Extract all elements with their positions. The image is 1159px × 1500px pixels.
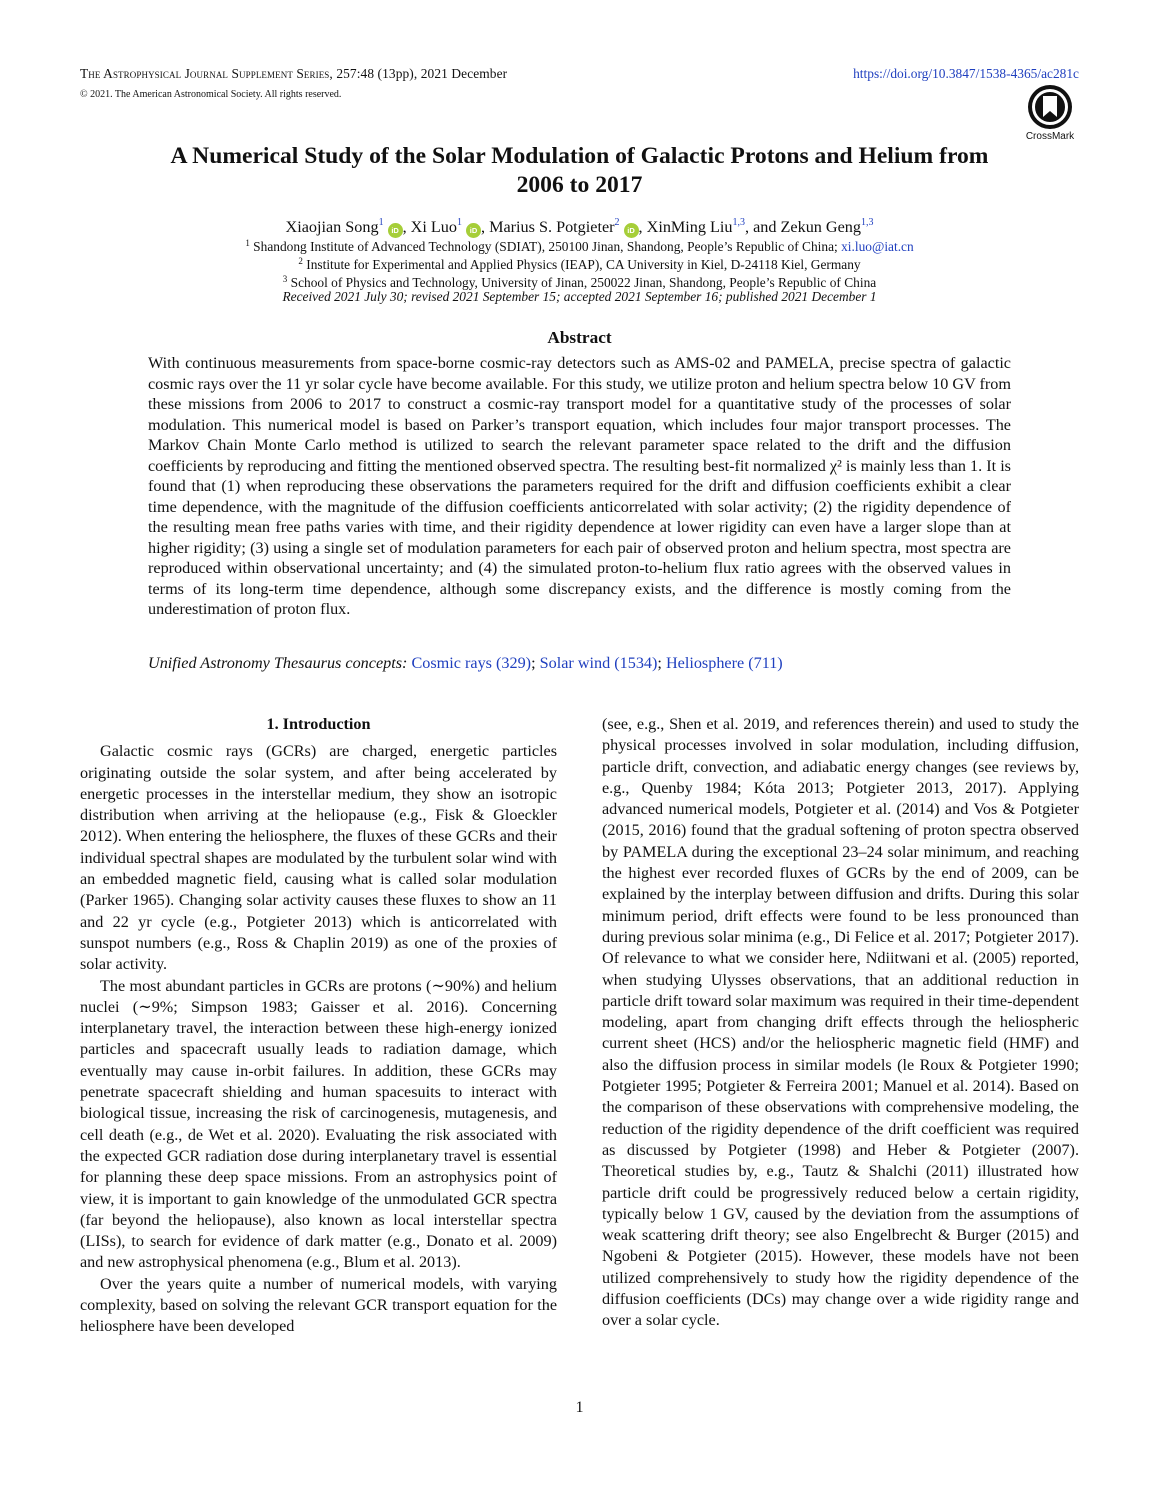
affiliation	[80, 253, 1079, 273]
author-affiliation-ref[interactable]: 1	[456, 217, 462, 228]
author-name: Zekun Geng	[780, 218, 861, 236]
crossmark-icon	[1027, 84, 1073, 130]
affiliation-number: 1	[245, 238, 250, 248]
abstract-text: With continuous measurements from space-borne cosmic-ray detectors such as AMS-02 and PAMELA, precise spectra of galactic cosmic rays over the 11 yr solar cycle have become available. For this study, we utilize proton and helium spectra below 10 GV from these missions from 2006 to 2017 to construct a cosmic-ray transport model for a quantitative study of the processes of solar modulation. This numerical model is based on Parker’s transport equation, which includes four major transport processes. The Markov Chain Monte Carlo method is utilized to search the relevant parameter space related to the drift and the diffusion coefficients by reproducing and fitting the mentioned observed spectra. The resulting best-fit normalized χ² is mainly less than 1. It is found that (1) when reproducing these observations the parameters required for the drift and diffusion coefficients exhibit a clear time dependence, with the magnitude of the diffusion coefficients anticorrelated with solar activity; (2) the rigidity dependence of the resulting mean free paths varies with time, and their rigidity dependence at lower rigidity can even have a larger slope than at higher rigidity; (3) using a single set of modulation parameters for each pair of observed proton and helium spectra, most spectra are reproduced within observational uncertainty; and (4) the simulated proton-to-helium flux ratio agrees with the observed values in terms of its long-term time dependence, although some discrepancy exists, and the difference is mostly coming from the underestimation of proton flux.	[148, 354, 1011, 618]
orcid-icon[interactable]: iD	[624, 223, 639, 238]
affiliation-number: 2	[298, 256, 303, 266]
email-link[interactable]: xi.luo@iat.cn	[841, 239, 914, 254]
author-separator: ,	[480, 218, 490, 236]
uat-concept-link[interactable]: Solar wind (1534)	[539, 654, 658, 672]
affiliation-number: 3	[282, 274, 288, 284]
author-affiliation-ref[interactable]: 2	[614, 217, 620, 228]
right-column	[602, 714, 1079, 1332]
uat-concept-link[interactable]: Cosmic rays (329)	[411, 654, 532, 672]
uat-separator: ;	[657, 654, 666, 672]
doi-link[interactable]: https://doi.org/10.3847/1538-4365/ac281c	[853, 66, 1079, 81]
author-affiliation-ref[interactable]: 1	[378, 217, 384, 228]
page-number: 1	[575, 1398, 584, 1416]
uat-label: Unified Astronomy Thesaurus concepts:	[148, 654, 408, 672]
orcid-icon[interactable]: iD	[388, 223, 403, 238]
journal-name: The Astrophysical Journal Supplement Series	[80, 66, 330, 81]
author-name: XinMing Liu	[646, 218, 733, 236]
body-paragraph: The most abundant particles in GCRs are protons (∼90%) and helium nuclei (∼9%; Simpson 1983; Gaisser et al. 2016). Concerning interplanetary travel, the interaction between these high-energy ionized particles and spacecraft usually leads to radiation damage, which eventually may cause in-orbit failures. In addition, these GCRs may penetrate spacecraft shielding and human spacesuits to interact with biological tissue, increasing the risk of carcinogenesis, mutagenesis, and cell death (e.g., de Wet et al. 2020). Evaluating the risk associated with the expected GCR radiation dose during interplanetary travel is essential for planning these deep space missions. From an astrophysics point of view, it is important to gain knowledge of the unmodulated GCR spectra (far beyond the heliopause), also known as local interstellar spectra (LISs), to search for evidence of dark matter (e.g., Donato et al. 2009) and new astrophysical phenomena (e.g., Blum et al. 2013).	[80, 976, 557, 1272]
author-name: Xiaojian Song	[285, 218, 379, 236]
affiliation-text: Shandong Institute of Advanced Technology (SDIAT), 250100 Jinan, Shandong, People’s Republic of China;	[253, 239, 842, 254]
author-separator: ,	[402, 218, 411, 236]
body-paragraph: (see, e.g., Shen et al. 2019, and references therein) and used to study the physical processes involved in solar modulation, including diffusion, particle drift, convection, and adiabatic energy changes (see reviews by, e.g., Quenby 1984; Kóta 2013; Potgieter 2013, 2017). Applying advanced numerical models, Potgieter et al. (2014) and Vos & Potgieter (2015, 2016) found that the gradual softening of proton spectra observed by PAMELA during the exceptional 23–24 solar minimum, and reaching the highest ever recorded fluxes of GCRs by the end of 2009, can be explained by the interplay between diffusion and drifts. During this solar minimum period, drift effects were found to be less pronounced than during previous solar minima (e.g., Di Felice et al. 2017; Potgieter 2017). Of relevance to what we consider here, Ndiitwani et al. (2005) reported, when studying Ulysses observations, that an additional reduction in particle drift toward solar maximum was required in their time-dependent modeling, apart from changing drift effects through the heliospheric current sheet (HCS) and/or the heliospheric magnetic field (HMF) and also the diffusion process in similar models (le Roux & Potgieter 1990; Potgieter 1995; Potgieter & Ferreira 2001; Manuel et al. 2014). Based on the comparison of these observations with comprehensive modeling, the reduction of the rigidity dependence of the drift coefficient was required as discussed by Potgieter (1998) and Heber & Potgieter (2007). Theoretical studies by, e.g., Tautz & Shalchi (2011) illustrated how particle drift could be progressively reduced below a certain rigidity, typically below 1 GV, caused by the deviation from the assumptions of weak scattering drift theory; see also Engelbrecht & Burger (2015) and Ngobeni & Potgieter (2015). However, these models have not been utilized comprehensively to study how the rigidity dependence of the diffusion coefficients (DCs) may change over a wide rigidity range and over a solar cycle.	[602, 715, 1079, 1330]
author-name: Xi Luo	[410, 218, 457, 236]
section-heading: 1. Introduction	[266, 715, 371, 733]
crossmark-label: CrossMark	[1025, 131, 1075, 142]
uat-concept-link[interactable]: Heliosphere (711)	[665, 654, 783, 672]
author-affiliation-ref[interactable]: 1,3	[732, 217, 746, 228]
author-separator: ,	[638, 218, 647, 236]
uat-separator: ;	[531, 654, 540, 672]
publication-dates: Received 2021 July 30; revised 2021 September 15; accepted 2021 September 16; published 2021 December 1	[282, 289, 877, 304]
author-affiliation-ref[interactable]: 1,3	[861, 217, 874, 228]
author-name: Marius S. Potgieter	[489, 218, 615, 236]
author-separator: , and	[745, 218, 781, 236]
affiliation	[80, 271, 1079, 291]
affiliation-text: Institute for Experimental and Applied Physics (IEAP), CA University in Kiel, D-24118 Kiel, Germany	[306, 257, 861, 272]
abstract-heading: Abstract	[547, 328, 612, 347]
body-paragraph: Over the years quite a number of numerical models, with varying complexity, based on solving the relevant GCR transport equation for the heliosphere have been developed	[80, 1274, 557, 1336]
affiliation-text: School of Physics and Technology, University of Jinan, 250022 Jinan, Shandong, People’s Republic of China	[290, 275, 877, 290]
body-paragraph: Galactic cosmic rays (GCRs) are charged, energetic particles originating outside the solar system, and after being accelerated by energetic processes in the interstellar medium, they show an isotropic distribution when arriving at the heliopause (e.g., Fisk & Gloeckler 2012). When entering the heliosphere, the fluxes of these GCRs and their individual spectral shapes are modulated by the turbulent solar wind with an embedded magnetic field, causing what is called solar modulation (Parker 1965). Changing solar activity causes these fluxes to show an 11 and 22 yr cycle (e.g., Potgieter 2013) which is anticorrelated with sunspot numbers (e.g., Ross & Chaplin 2019) as one of the proxies of solar activity.	[80, 742, 557, 974]
journal-citation: , 257:48 (13pp), 2021 December	[329, 66, 508, 81]
copyright-notice: © 2021. The American Astronomical Society. All rights reserved.	[80, 89, 342, 100]
title-line: A Numerical Study of the Solar Modulation of Galactic Protons and Helium from	[170, 143, 989, 169]
title-line: 2006 to 2017	[516, 172, 643, 198]
uat-concepts	[148, 654, 1011, 673]
crossmark-badge[interactable]	[1022, 84, 1078, 146]
running-header	[80, 66, 507, 82]
affiliation	[80, 235, 1079, 255]
left-column	[80, 714, 557, 1338]
orcid-icon[interactable]: iD	[466, 223, 481, 238]
paper-title	[80, 142, 1079, 200]
